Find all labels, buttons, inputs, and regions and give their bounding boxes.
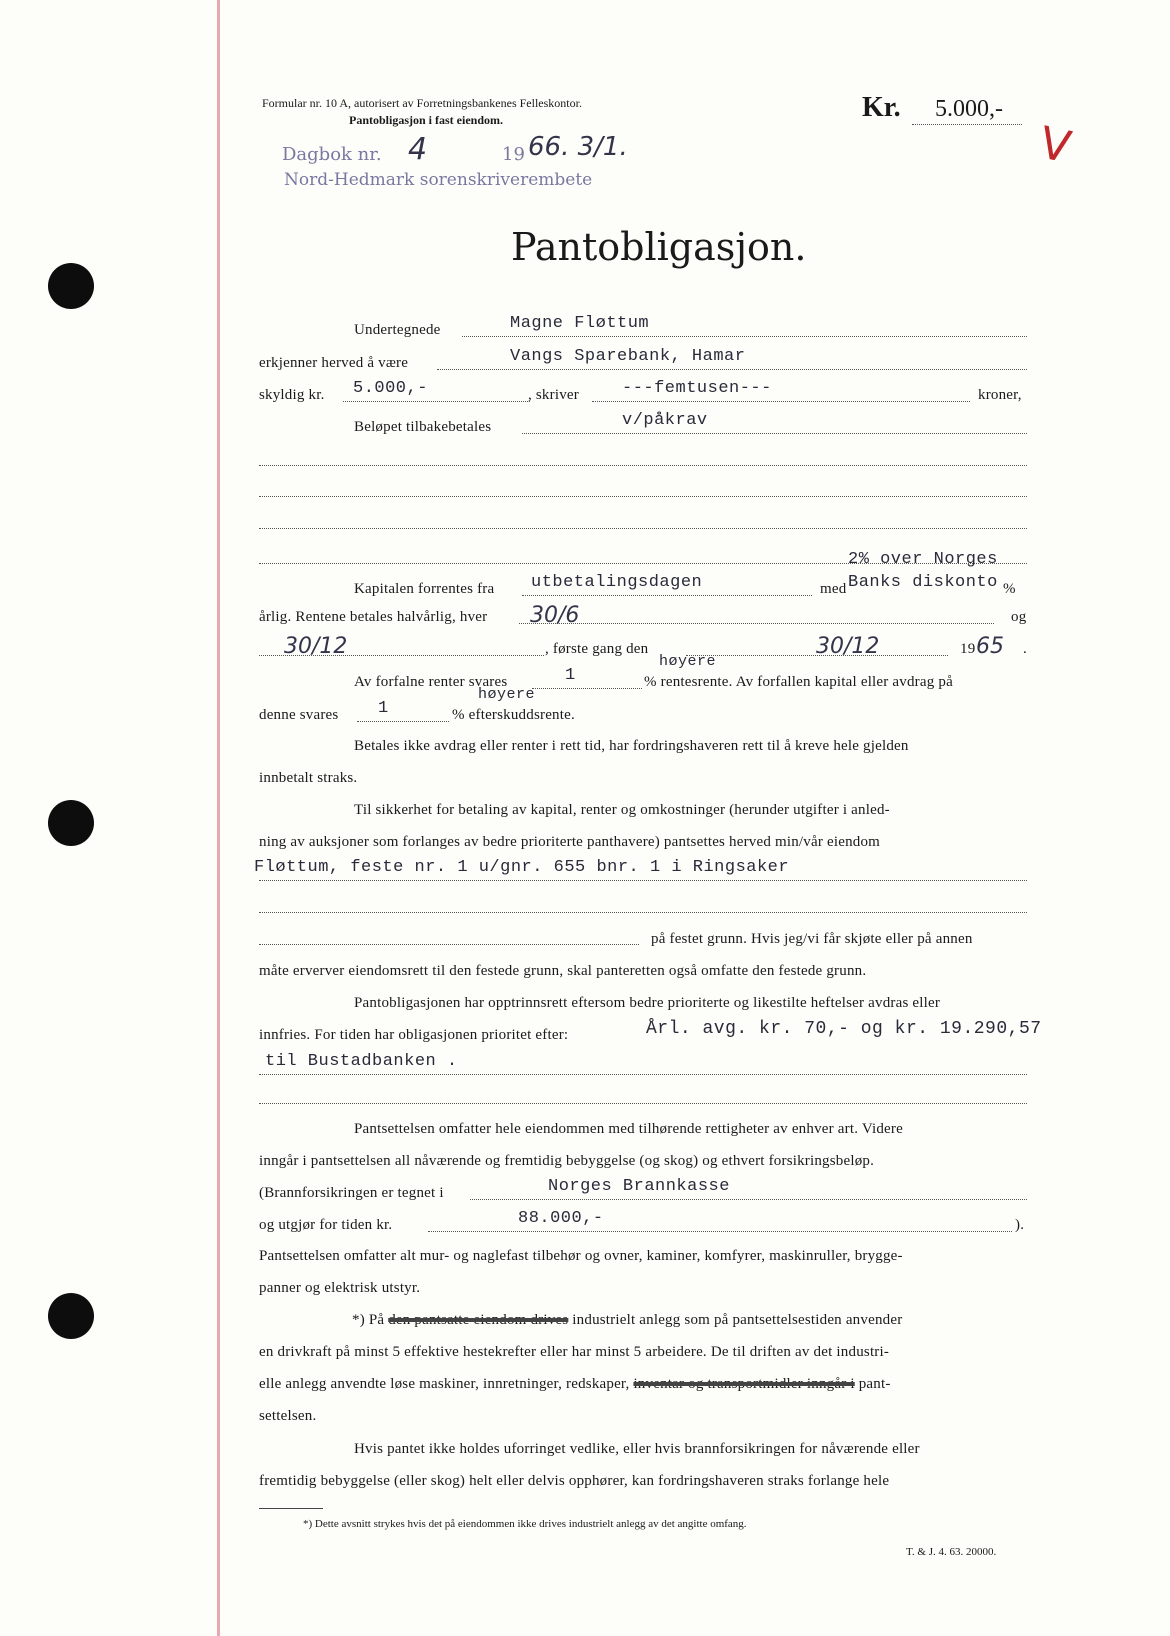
belopet-value: v/påkrav <box>622 411 708 430</box>
kapitalen-value: utbetalingsdagen <box>531 573 703 592</box>
utgjor-label: og utgjør for tiden kr. <box>259 1217 393 1233</box>
footnote-rule <box>259 1508 323 1509</box>
forfalne-value: 1 <box>565 666 576 685</box>
form-type: Pantobligasjon i fast eiendom. <box>349 113 504 127</box>
paragraph-line: innfries. For tiden har obligasjonen prioritet efter: <box>259 1027 569 1043</box>
skyldig-value: 5.000,- <box>353 379 428 398</box>
footnote: *) Dette avsnitt strykes hvis det på eiendommen ikke drives industrielt anlegg av det angitte omfang. <box>303 1518 747 1530</box>
rente-value: Banks diskonto <box>848 573 998 592</box>
prioritet-value-2: til Bustadbanken . <box>265 1052 458 1071</box>
p7c-end: pant- <box>858 1376 891 1392</box>
paragraph-line: Pantobligasjonen har opptrinnsrett eftersom bedre prioriterte og likestilte heftelser avdras eller <box>354 995 941 1011</box>
paragraph-line <box>259 1376 891 1393</box>
rente-above: 2% over Norges <box>848 550 998 569</box>
p7c-start: elle anlegg anvendte løse maskiner, innretninger, redskaper, <box>259 1376 630 1392</box>
struck-text: den pantsatte eiendom drives <box>388 1312 569 1328</box>
paragraph-line: inngår i pantsettelsen all nåværende og fremtidig bebyggelse (og skog) og ethvert forsikringsbeløp. <box>259 1153 875 1169</box>
percent-sign: % <box>1003 581 1016 597</box>
page-title: Pantobligasjon. <box>511 225 807 269</box>
paragraph-line: på festet grunn. Hvis jeg/vi får skjøte eller på annen <box>651 931 973 947</box>
paragraph-line: Til sikkerhet for betaling av kapital, renter og omkostninger (herunder utgifter i anled- <box>354 802 890 818</box>
second-date: 30/12 <box>284 634 348 659</box>
stamp-year: 19 <box>502 144 525 165</box>
struck-text: inventar og transportmidler inngår i <box>633 1376 855 1392</box>
efterskudd-text: % efterskuddsrente. <box>452 707 575 723</box>
creditor-name: Vangs Sparebank, Hamar <box>510 347 746 366</box>
paragraph-line: Pantsettelsen omfatter alt mur- og naglefast tilbehør og ovner, kaminer, komfyrer, maskinruller, brygge- <box>259 1248 903 1264</box>
prioritet-value: Årl. avg. kr. 70,- og kr. 19.290,57 <box>646 1019 1042 1039</box>
forfalne-label: Av forfalne renter svares <box>354 674 508 690</box>
p7-end: industrielt anlegg som på pantsettelsestiden anvender <box>572 1312 903 1328</box>
paragraph-line <box>352 1312 902 1329</box>
punch-hole <box>48 263 94 309</box>
skyldig-label: skyldig kr. <box>259 387 325 403</box>
rentesrente-text: % rentesrente. Av forfallen kapital eller avdrag på <box>644 674 953 690</box>
year-value: 65 <box>976 634 1004 659</box>
arlig-label: årlig. Rentene betales halvårlig, hver <box>259 609 488 625</box>
arlig-value: 30/6 <box>530 603 580 628</box>
paragraph-line: settelsen. <box>259 1408 317 1424</box>
utgjor-value: 88.000,- <box>518 1209 604 1228</box>
punch-hole <box>48 800 94 846</box>
paragraph-line: måte erverver eiendomsrett til den festede grunn, skal panteretten også omfatte den festede grunn. <box>259 963 867 979</box>
property-description: Fløttum, feste nr. 1 u/gnr. 655 bnr. 1 i Ringsaker <box>254 858 790 877</box>
amount-label: Kr. <box>862 92 901 123</box>
p7-start: *) På <box>352 1312 385 1328</box>
kapitalen-label: Kapitalen forrentes fra <box>354 581 495 597</box>
forste-label: , første gang den <box>545 641 649 657</box>
paragraph-line: en drivkraft på minst 5 effektive hestekrefter eller har minst 5 arbeidere. De til driften av det industri- <box>259 1344 890 1360</box>
dagbok-label: Dagbok nr. <box>282 144 382 165</box>
printer-mark: T. & J. 4. 63. 20000. <box>906 1546 997 1558</box>
check-mark: V <box>1035 117 1076 174</box>
brann-label: (Brannforsikringen er tegnet i <box>259 1185 444 1201</box>
utgjor-end: ). <box>1015 1217 1025 1233</box>
paragraph-line: ning av auksjoner som forlanges av bedre prioriterte panthavere) pantsettes herved min/vår eiendom <box>259 834 881 850</box>
punch-hole <box>48 1293 94 1339</box>
kroner-label: kroner, <box>978 387 1022 403</box>
paragraph-line: panner og elektrisk utstyr. <box>259 1280 421 1296</box>
belopet-label: Beløpet tilbakebetales <box>354 419 492 435</box>
denne-value: 1 <box>378 699 389 718</box>
og-label: og <box>1011 609 1027 625</box>
brann-value: Norges Brannkasse <box>548 1177 730 1196</box>
med-label: med <box>820 581 847 597</box>
erkjenner-label: erkjenner herved å være <box>259 355 409 371</box>
paragraph-line: Betales ikke avdrag eller renter i rett tid, har fordringshaveren rett til å kreve hele gjelden <box>354 738 909 754</box>
year-period: . <box>1023 641 1027 657</box>
hoyere-1: høyere <box>659 653 717 670</box>
dagbok-number: 4 <box>408 132 428 167</box>
forste-value: 30/12 <box>816 634 880 659</box>
stamp-office: Nord-Hedmark sorenskriverembete <box>284 170 593 190</box>
hoyere-2: høyere <box>478 686 536 703</box>
amount-value: 5.000,- <box>935 96 1003 122</box>
denne-label: denne svares <box>259 707 339 723</box>
debtor-name: Magne Fløttum <box>510 314 650 333</box>
paragraph-line: innbetalt straks. <box>259 770 358 786</box>
paragraph-line: fremtidig bebyggelse (eller skog) helt eller delvis opphører, kan fordringshaveren straks forlange hele <box>259 1473 890 1489</box>
form-line: Formular nr. 10 A, autorisert av Forretningsbankenes Felleskontor. <box>262 96 582 110</box>
stamp-date: 66. 3/1. <box>528 132 628 162</box>
skriver-value: ---femtusen--- <box>622 379 772 398</box>
paragraph-line: Pantsettelsen omfatter hele eiendommen med tilhørende rettigheter av enhver art. Videre <box>354 1121 903 1137</box>
year-printed: 19 <box>960 641 976 657</box>
undertegnede-label: Undertegnede <box>354 322 441 338</box>
skriver-label: , skriver <box>528 387 579 403</box>
paragraph-line: Hvis pantet ikke holdes uforringet vedlike, eller hvis brannforsikringen for nåværende eller <box>354 1441 920 1457</box>
margin-line <box>217 0 220 1636</box>
